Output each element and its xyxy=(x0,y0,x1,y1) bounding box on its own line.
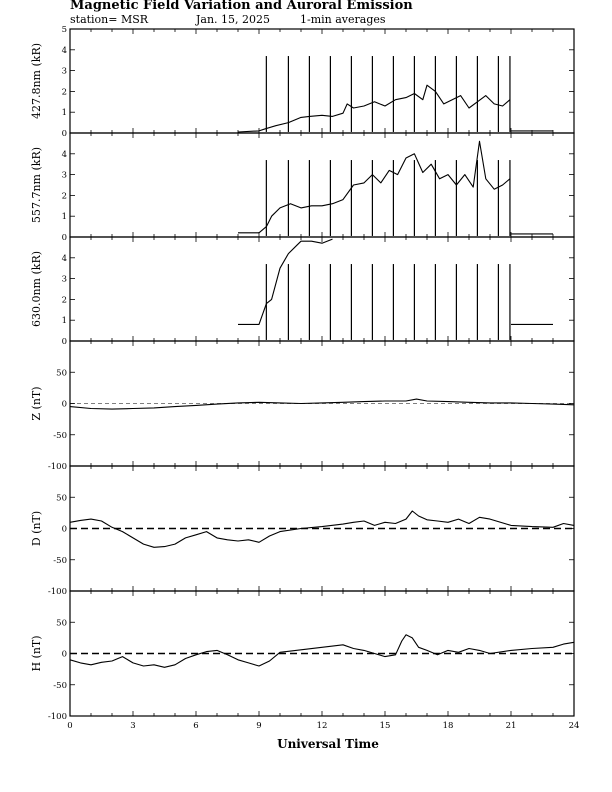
y-tick-label: 0 xyxy=(61,524,67,535)
y-axis-label: Z (nT) xyxy=(30,386,43,421)
y-tick-label: 2 xyxy=(61,295,67,306)
y-tick-label: 50 xyxy=(56,618,67,629)
averaging-label: 1-min averages xyxy=(300,13,386,26)
panel-6 xyxy=(30,591,574,722)
plot-area xyxy=(30,25,579,731)
y-tick-label: -50 xyxy=(53,555,67,566)
y-axis-label: H (nT) xyxy=(30,635,43,672)
y-tick-label: -50 xyxy=(53,430,67,441)
series-line-1 xyxy=(70,635,574,668)
y-tick-label: 50 xyxy=(56,493,67,504)
y-tick-label: 3 xyxy=(61,66,67,77)
y-tick-label: -100 xyxy=(47,587,67,597)
y-tick-label: 1 xyxy=(61,212,67,223)
y-tick-label: 0 xyxy=(61,233,67,243)
series-line-1 xyxy=(238,239,333,324)
y-axis-label: 427.8nm (kR) xyxy=(30,42,43,120)
y-tick-label: -100 xyxy=(47,462,67,472)
station-label: station= MSR xyxy=(70,13,149,26)
y-tick-label: 1 xyxy=(61,108,67,119)
y-tick-label: 0 xyxy=(61,337,67,347)
y-tick-label: 2 xyxy=(61,87,67,98)
x-tick-label: 24 xyxy=(568,721,580,731)
y-axis-label: D (nT) xyxy=(30,510,43,547)
y-axis-label: 630.0nm (kR) xyxy=(30,250,43,328)
x-tick-label: 21 xyxy=(505,721,517,731)
y-tick-label: -50 xyxy=(53,680,67,691)
y-tick-label: 3 xyxy=(61,170,67,181)
y-tick-label: 4 xyxy=(61,253,67,264)
x-tick-label: 15 xyxy=(379,721,391,731)
panel-5 xyxy=(30,466,574,597)
panel-2 xyxy=(30,133,574,243)
x-tick-label: 12 xyxy=(316,721,328,731)
x-tick-label: 9 xyxy=(256,721,262,731)
y-tick-label: 50 xyxy=(56,368,67,379)
panel-frame xyxy=(70,591,574,716)
y-axis-label: 557.7nm (kR) xyxy=(30,146,43,224)
panel-4 xyxy=(30,341,574,472)
y-tick-label: -100 xyxy=(47,712,67,722)
y-tick-label: 1 xyxy=(61,316,67,327)
series-line-1 xyxy=(238,141,510,233)
series-line-1 xyxy=(238,85,510,132)
date-label: Jan. 15, 2025 xyxy=(196,13,271,26)
y-tick-label: 5 xyxy=(61,25,67,35)
y-tick-label: 0 xyxy=(61,399,67,410)
x-tick-label: 6 xyxy=(193,721,199,731)
y-tick-label: 0 xyxy=(61,129,67,139)
y-tick-label: 0 xyxy=(61,649,67,660)
chart-title: Magnetic Field Variation and Auroral Emission xyxy=(70,0,413,13)
x-axis-label: Universal Time xyxy=(277,737,379,751)
x-tick-label: 3 xyxy=(130,721,136,731)
panel-frame xyxy=(70,466,574,591)
panel-1 xyxy=(30,25,574,139)
series-line-1 xyxy=(70,399,574,409)
x-tick-label: 18 xyxy=(442,721,454,731)
y-tick-label: 4 xyxy=(61,149,67,160)
y-tick-label: 3 xyxy=(61,274,67,285)
y-tick-label: 2 xyxy=(61,191,67,202)
series-line-1 xyxy=(70,511,574,547)
y-tick-label: 4 xyxy=(61,45,67,56)
panel-3 xyxy=(30,237,574,347)
x-tick-label: 0 xyxy=(67,721,73,731)
